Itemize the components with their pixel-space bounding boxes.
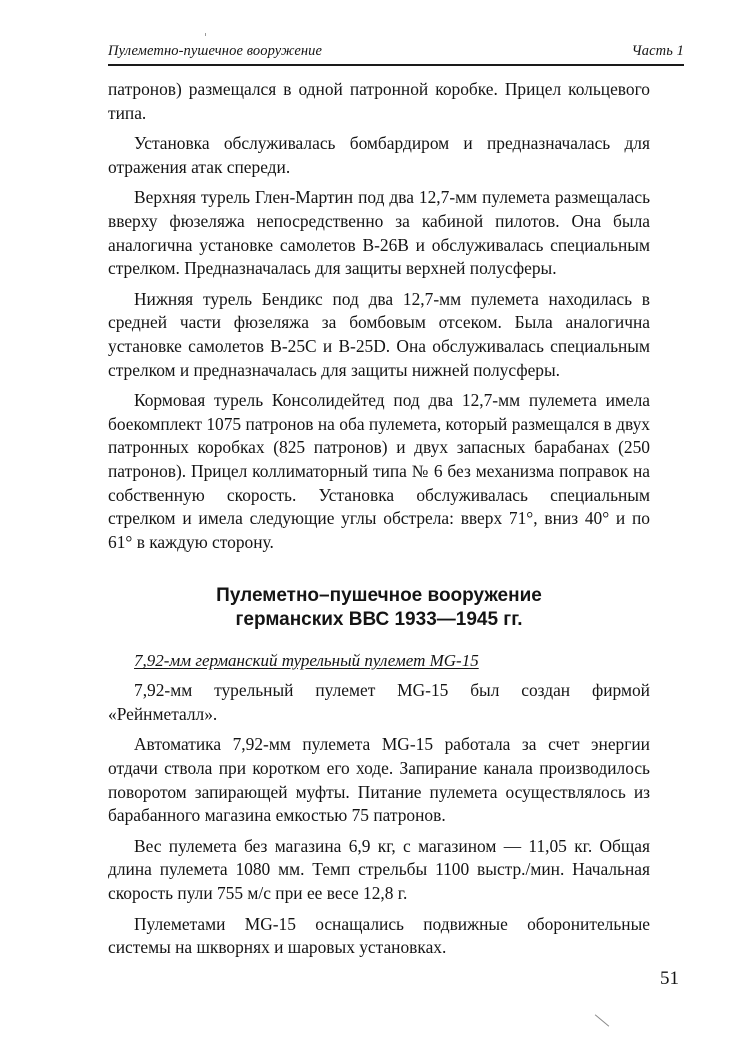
header-book-title: Пулеметно-пушечное вооружение xyxy=(108,43,323,59)
paragraph: 7,92-мм турельный пулемет MG-15 был создан фирмой «Рейнметалл». xyxy=(108,680,650,724)
paragraph: Автоматика 7,92-мм пулемета MG-15 работала за счет энергии отдачи ствола при коротком его ходе. Запирание канала производилось поворотом запирающей муфты. Питание пулемета осуществлялось из барабанного магазина емкостью 75 патронов. xyxy=(108,734,650,826)
paragraph: Нижняя турель Бендикс под два 12,7-мм пулемета находилась в средней части фюзеляжа за бомбовым отсеком. Была аналогична установке самолетов B-25C и B-25D. Она обслуживалась специальным стрелком и предназначалась для защиты нижней полусферы. xyxy=(108,288,650,380)
header-rule xyxy=(108,64,684,66)
paragraph-continued: патронов) размещался в одной патронной коробке. Прицел кольцевого типа. xyxy=(108,79,650,123)
page-body xyxy=(108,78,650,960)
section-heading-line-1: Пулеметно–пушечное вооружение xyxy=(216,585,542,607)
section-heading xyxy=(108,584,650,632)
running-header xyxy=(108,38,684,64)
paragraph: Верхняя турель Глен-Мартин под два 12,7-мм пулемета размещалась вверху фюзеляжа непосредственно за кабиной пилотов. Она была аналогична установке самолетов B-26B и обслуживалась специальным стрелком. Предназначалась для защиты верхней полусферы. xyxy=(108,187,650,279)
scan-artifact-mark xyxy=(595,1014,609,1026)
page-number: 51 xyxy=(660,968,679,989)
paragraph: Пулеметами MG-15 оснащались подвижные оборонительные системы на шкворнях и шаровых установках. xyxy=(108,913,650,958)
paragraph: Кормовая турель Консолидейтед под два 12,7-мм пулемета имела боекомплект 1075 патронов на оба пулемета, который размещался в двух патронных коробках (825 патронов) и двух запасных барабанах (250 патронов). Прицел коллиматорный типа № 6 без механизма поправок на собственную скорость. Установка обслуживалась специальным стрелком и имела следующие углы обстрела: вверх 71°, вниз 40° и по 61° в каждую сторону. xyxy=(108,390,650,552)
paragraph: Вес пулемета без магазина 6,9 кг, с магазином — 11,05 кг. Общая длина пулемета 1080 мм. Темп стрельбы 1100 выстр./мин. Начальная скорость пули 755 м/с при ее весе 12,8 г. xyxy=(108,835,650,904)
subsection-heading: 7,92-мм германский турельный пулемет MG-15 xyxy=(134,651,479,671)
header-part-label: Часть 1 xyxy=(631,43,684,59)
scan-artifact-tick xyxy=(205,33,206,36)
paragraph: Установка обслуживалась бомбардиром и предназначалась для отражения атак спереди. xyxy=(108,133,650,177)
section-heading-line-2: германских ВВС 1933—1945 гг. xyxy=(235,609,523,631)
